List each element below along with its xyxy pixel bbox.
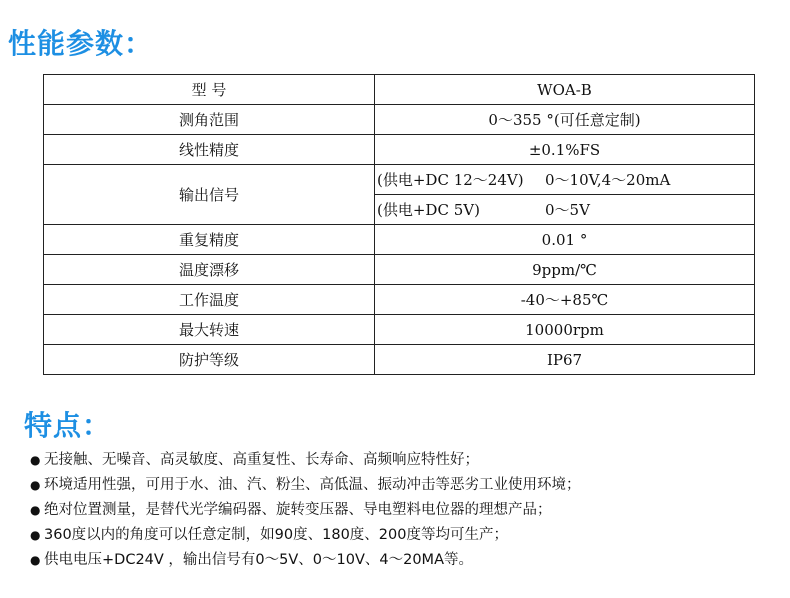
spec-value: 0～355 °(可任意定制) — [375, 105, 755, 135]
feature-text: 供电电压+DC24V ，输出信号有0～5V、0～10V、4～20MA等。 — [44, 552, 473, 568]
supply-label: (供电+DC 5V) — [377, 201, 480, 219]
performance-params-heading: 性能参数： — [8, 27, 154, 60]
output-value: 0～10V,4～20mA — [545, 171, 671, 189]
spec-label: 重复精度 — [44, 225, 375, 255]
output-value: 0～5V — [545, 201, 590, 219]
spec-value: ±0.1%FS — [375, 135, 755, 165]
list-item — [30, 473, 581, 498]
spec-label: 工作温度 — [44, 285, 375, 315]
spec-label: 测角范围 — [44, 105, 375, 135]
bullet-icon: ● — [30, 553, 41, 567]
spec-table — [43, 74, 755, 375]
table-row — [44, 225, 755, 255]
bullet-icon: ● — [30, 528, 41, 542]
table-row — [44, 165, 755, 195]
features-heading: 特点： — [24, 409, 112, 442]
table-row — [44, 345, 755, 375]
spec-label: 温度漂移 — [44, 255, 375, 285]
list-item — [30, 548, 581, 573]
list-item — [30, 498, 581, 523]
spec-label: 线性精度 — [44, 135, 375, 165]
feature-text: 无接触、无噪音、高灵敏度、高重复性、长寿命、高频响应特性好； — [44, 452, 479, 468]
feature-text: 360度以内的角度可以任意定制，如90度、180度、200度等均可生产； — [44, 527, 508, 543]
table-row — [44, 105, 755, 135]
bullet-icon: ● — [30, 453, 41, 467]
output-signal-row — [375, 165, 755, 195]
features-list — [30, 448, 581, 573]
spec-value: IP67 — [375, 345, 755, 375]
bullet-icon: ● — [30, 478, 41, 492]
spec-value: 10000rpm — [375, 315, 755, 345]
spec-value: -40～+85℃ — [375, 285, 755, 315]
spec-value: WOA-B — [375, 75, 755, 105]
table-row — [44, 285, 755, 315]
table-row — [44, 255, 755, 285]
output-signal-row — [375, 195, 755, 225]
supply-label: (供电+DC 12～24V) — [377, 171, 524, 189]
table-row — [44, 315, 755, 345]
table-row — [44, 135, 755, 165]
table-row — [44, 75, 755, 105]
list-item — [30, 448, 581, 473]
spec-label: 型 号 — [44, 75, 375, 105]
list-item — [30, 523, 581, 548]
spec-value: 9ppm/℃ — [375, 255, 755, 285]
spec-value: 0.01 ° — [375, 225, 755, 255]
bullet-icon: ● — [30, 503, 41, 517]
spec-label: 防护等级 — [44, 345, 375, 375]
spec-label: 最大转速 — [44, 315, 375, 345]
feature-text: 环境适用性强，可用于水、油、汽、粉尘、高低温、振动冲击等恶劣工业使用环境； — [44, 477, 581, 493]
feature-text: 绝对位置测量，是替代光学编码器、旋转变压器、导电塑料电位器的理想产品； — [44, 502, 552, 518]
spec-label: 输出信号 — [44, 165, 375, 225]
